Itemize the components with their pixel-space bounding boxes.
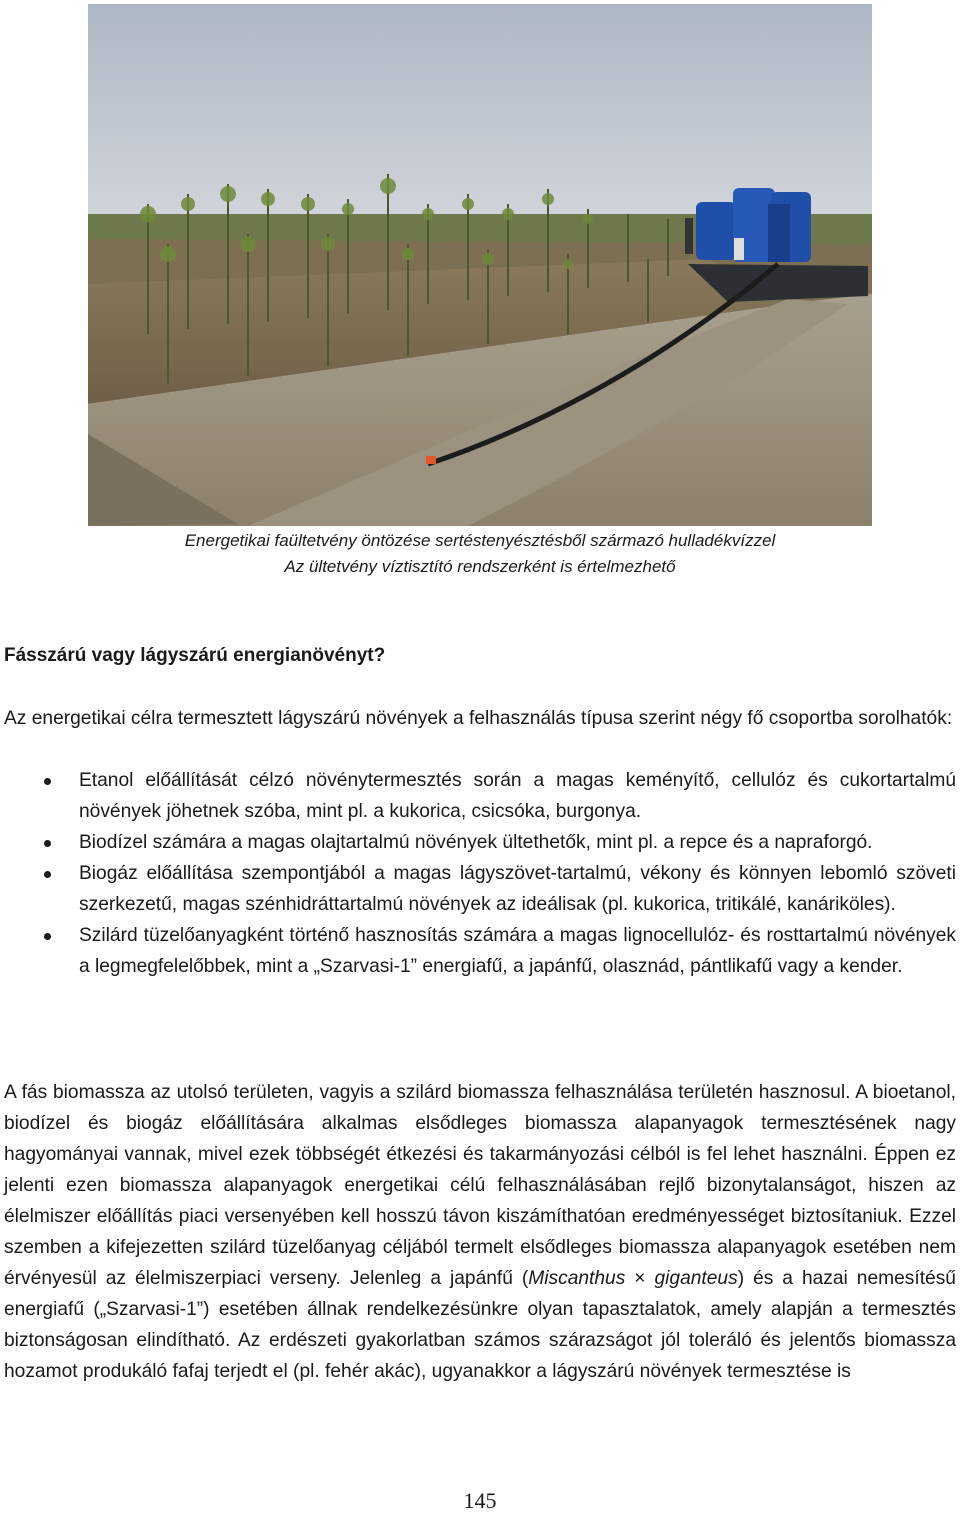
list-item — [0, 920, 956, 982]
bullet-icon — [44, 778, 51, 785]
list-item — [0, 765, 956, 827]
species-epithet: giganteus — [654, 1268, 738, 1289]
plantation-photo-illustration — [88, 4, 872, 526]
list-item — [0, 858, 956, 920]
page-number: 145 — [463, 1488, 497, 1513]
figure-caption-line1: Energetikai faültetvény öntözése sertéstenyésztésből származó hulladékvízzel — [184, 531, 776, 550]
species-cross: × — [625, 1268, 655, 1289]
species-genus: Miscanthus — [528, 1268, 626, 1289]
list-item-text: Etanol előállítását célzó növénytermesztés során a magas keményítő, cellulóz és cukortartalmú növények jöhetnek szóba, mint pl. a kukorica, csicsóka, burgonya. — [79, 770, 956, 822]
bullet-icon — [44, 933, 51, 940]
list-item — [0, 827, 956, 858]
body-text-part1: A fás biomassza az utolsó területen, vagyis a szilárd biomassza felhasználása területén hasznosul. A bioetanol, biodízel és biogáz előállítására alkalmas elsődleges biomassza alapanyagok termesztésének nagy hagyományai vannak, mivel ezek többségét étkezési és takarmányozási célból is fel lehet használni. Éppen ez jelenti ezen biomassza alapanyagok energetikai célú felhasználásában rejlő bizonytalanságot, hiszen az élelmiszer előállítás piaci versenyében kell hosszú távon kiszámíthatóan eredményességet biztosítaniuk. Ezzel szemben a kifejezetten szilárd tüzelőanyag céljából termelt elsődleges biomassza alapanyagok esetében nem érvényesül az élelmiszerpiaci verseny. Jelenleg a japánfű ( — [4, 1082, 956, 1289]
body-paragraph — [4, 1077, 956, 1387]
bullet-icon — [44, 871, 51, 878]
list-item-text: Szilárd tüzelőanyagként történő hasznosítás számára a magas lignocellulóz- és rosttartalmú növények a legmegfelelőbbek, mint a „Szarvasi-1” energiafű, a japánfű, olasznád, pántlikafű vagy a kender. — [79, 925, 956, 977]
intro-paragraph: Az energetikai célra termesztett lágyszárú növények a felhasználás típusa szerint négy fő csoportba sorolhatók: — [4, 708, 953, 729]
section-heading: Fásszárú vagy lágyszárú energianövényt? — [4, 645, 386, 666]
plant-group-list — [0, 765, 956, 982]
list-item-text: Biodízel számára a magas olajtartalmú növények ültethetők, mint pl. a repce és a napraforgó. — [79, 832, 873, 853]
body-text-part2: ) és a hazai nemesítésű energiafű („Szarvasi-1”) esetében állnak rendelkezésünkre olyan tapasztalatok, amely alapján a termesztés biztonságosan elindítható. Az erdészeti gyakorlatban számos szárazságot jól toleráló és jelentős biomassza hozamot produkáló fafaj terjedt el (pl. fehér akác), ugyanakkor a lágyszárú növények termesztése is — [4, 1268, 956, 1382]
plantation-photo — [88, 4, 872, 526]
bullet-icon — [44, 840, 51, 847]
list-item-text: Biogáz előállítása szempontjából a magas lágyszövet-tartalmú, vékony és könnyen lebomló szöveti szerkezetű, magas szénhidráttartalmú növények az ideálisak (pl. kukorica, tritikálé, kanáriköles). — [79, 863, 956, 915]
figure-caption-line2: Az ültetvény víztisztító rendszerként is értelmezhető — [284, 557, 676, 576]
